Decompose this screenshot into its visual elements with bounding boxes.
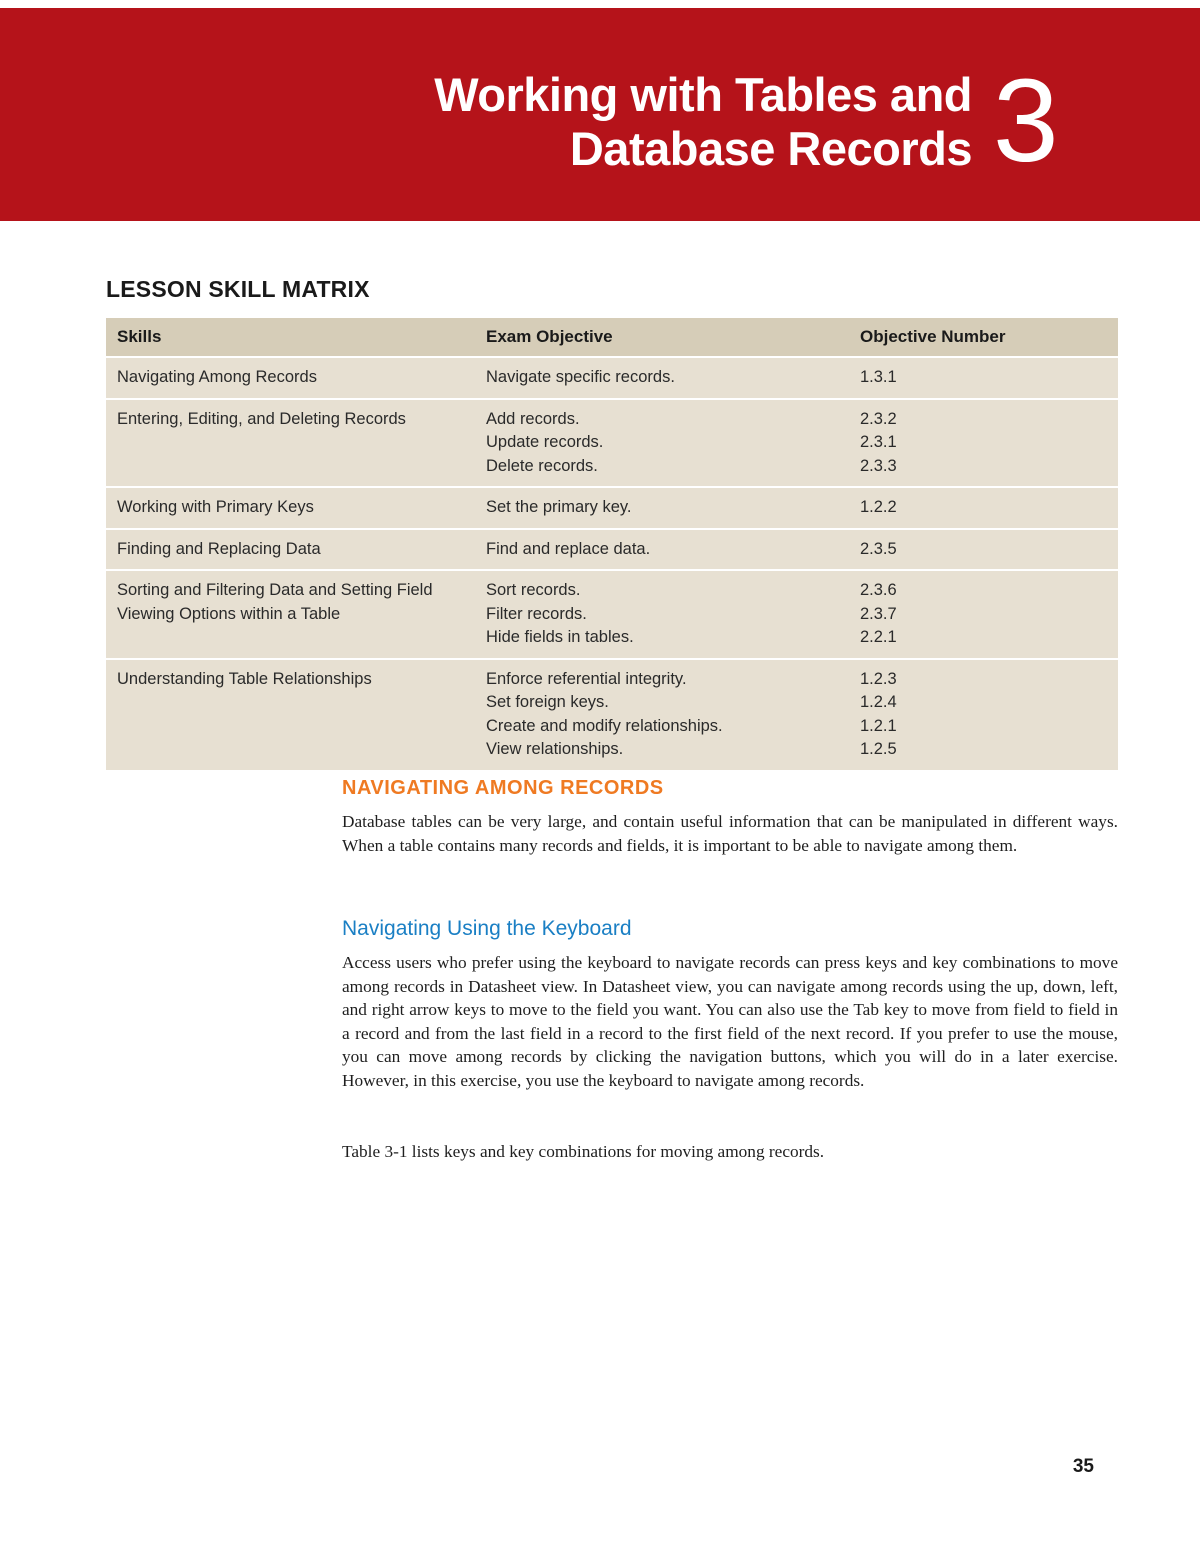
skill-cell [106, 399, 475, 488]
objective-text: Filter records. [486, 604, 587, 623]
objective-text: Find and replace data. [486, 539, 651, 558]
objective-number-text: 2.3.3 [860, 456, 897, 475]
skill-text: Viewing Options within a Table [117, 604, 341, 623]
skill-text: Navigating Among Records [117, 368, 317, 386]
keyboard-paragraph: Access users who prefer using the keyboard to navigate records can press keys and key combinations to move among records in Datasheet view. In Datasheet view, you can navigate among records using the up, down, left, and right arrow keys to move to the field you want. You can also use the Tab key to move from field to field in a record and from the last field in a record to the first field of the next record. If you prefer to use the mouse, you can move among records by clicking the navigation buttons, which you will do in a later exercise. However, in this exercise, you use the keyboard to navigate among records. [342, 953, 1118, 1090]
chapter-number: 3 [993, 55, 1059, 187]
objective-text: Hide fields in tables. [486, 628, 634, 646]
objective-number-text: 2.3.6 [860, 581, 897, 599]
objective-number-cell [849, 659, 1118, 770]
objective-text: View relationships. [486, 740, 624, 758]
objective-cell [475, 570, 849, 659]
objective-number-cell [849, 399, 1118, 488]
column-header-objective-number: Objective Number [849, 318, 1118, 357]
column-header-exam-objective: Exam Objective [475, 318, 849, 357]
skill-text: Entering, Editing, and Deleting Records [117, 409, 406, 428]
table-reference-paragraph: Table 3-1 lists keys and key combinations for moving among records. [342, 1142, 825, 1161]
objective-number-text: 1.2.5 [860, 740, 897, 758]
objective-text: Create and modify relationships. [486, 716, 723, 735]
objective-number-text: 1.2.3 [860, 669, 897, 688]
objective-number-text: 2.3.2 [860, 409, 897, 428]
skill-matrix-heading: LESSON SKILL MATRIX [106, 276, 370, 302]
objective-number-text: 1.2.1 [860, 716, 897, 735]
skill-text: Finding and Replacing Data [117, 539, 321, 558]
skill-text: Sorting and Filtering Data and Setting Field [117, 581, 433, 599]
objective-text: Enforce referential integrity. [486, 669, 687, 688]
objective-number-cell [849, 529, 1118, 571]
objective-number-text: 1.2.2 [860, 498, 897, 516]
chapter-banner [0, 8, 1200, 221]
skill-cell [106, 529, 475, 571]
objective-text: Update records. [486, 433, 604, 451]
objective-number-text: 2.3.7 [860, 604, 897, 623]
objective-cell [475, 529, 849, 571]
objective-number-cell [849, 487, 1118, 529]
objective-text: Set foreign keys. [486, 693, 609, 711]
chapter-title-line2: Database Records [569, 122, 972, 175]
objective-text: Sort records. [486, 581, 581, 599]
intro-paragraph: Database tables can be very large, and contain useful information that can be manipulated in different ways. When a table contains many records and fields, it is important to be able to navigate among them. [342, 812, 1118, 855]
objective-text: Add records. [486, 409, 580, 428]
subsection-heading: Navigating Using the Keyboard [342, 917, 632, 940]
table-row [106, 357, 1118, 399]
objective-number-cell [849, 570, 1118, 659]
skill-cell [106, 570, 475, 659]
objective-number-text: 2.3.1 [860, 433, 897, 451]
column-header-skills: Skills [106, 318, 475, 357]
table-row [106, 570, 1118, 659]
skill-cell [106, 357, 475, 399]
objective-number-text: 2.2.1 [860, 628, 897, 646]
chapter-title [434, 68, 972, 176]
skill-text: Understanding Table Relationships [117, 669, 372, 688]
objective-text: Navigate specific records. [486, 368, 675, 386]
objective-cell [475, 659, 849, 770]
objective-number-text: 1.3.1 [860, 368, 897, 386]
table-row [106, 659, 1118, 770]
skill-text: Working with Primary Keys [117, 498, 314, 516]
table-row [106, 399, 1118, 488]
skill-matrix-table [106, 318, 1118, 770]
objective-cell [475, 487, 849, 529]
section-heading: NAVIGATING AMONG RECORDS [342, 777, 664, 799]
table-row [106, 487, 1118, 529]
skill-cell [106, 659, 475, 770]
table-header-row [106, 318, 1118, 357]
page-number: 35 [1072, 1456, 1094, 1477]
objective-text: Delete records. [486, 456, 598, 475]
objective-cell [475, 399, 849, 488]
objective-number-text: 2.3.5 [860, 539, 897, 558]
chapter-title-line1: Working with Tables and [434, 68, 972, 121]
skill-cell [106, 487, 475, 529]
objective-number-cell [849, 357, 1118, 399]
objective-text: Set the primary key. [486, 498, 632, 516]
table-row [106, 529, 1118, 571]
objective-cell [475, 357, 849, 399]
objective-number-text: 1.2.4 [860, 693, 897, 711]
